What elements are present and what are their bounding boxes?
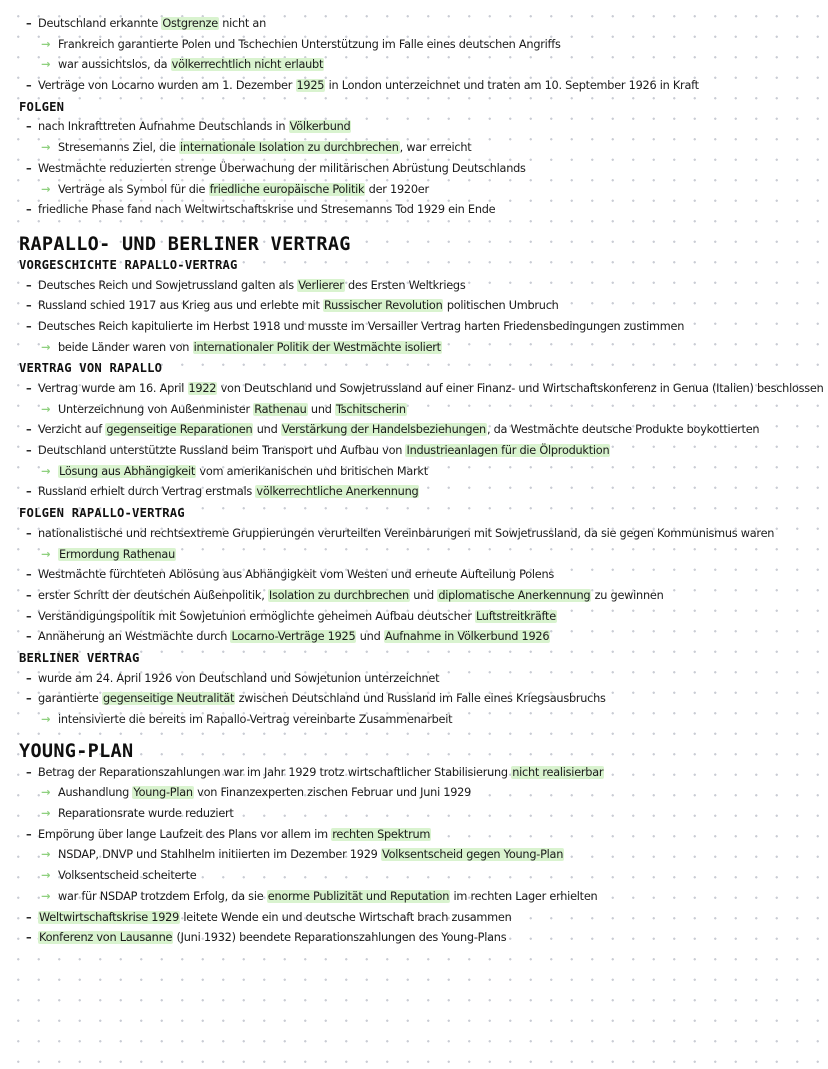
- rapallo-title: RAPALLO- UND BERLINER VERTRAG: [19, 233, 351, 255]
- arrow-right-icon: →: [41, 713, 51, 726]
- highlighted-term: völkerrechtlich nicht erlaubt: [171, 58, 324, 72]
- text-segment: Annäherung an Westmächte durch: [38, 630, 231, 644]
- text-segment: Aushandlung: [58, 786, 133, 800]
- text-segment: Verzicht auf: [38, 423, 106, 437]
- dash-icon: –: [26, 161, 32, 175]
- text-segment: Frankreich garantierte Polen und Tschechien Unterstützung im Falle eines deutschen Angriffs: [58, 37, 561, 51]
- highlighted-term: Völkerbund: [289, 120, 351, 134]
- bullet-point: [0, 441, 828, 462]
- arrow-point: [0, 845, 828, 866]
- bullet-point: [0, 14, 828, 35]
- arrow-right-icon: →: [41, 340, 51, 354]
- highlighted-term: Russischer Revolution: [324, 299, 443, 313]
- young-plan-title: YOUNG-PLAN: [19, 740, 134, 762]
- text-segment: Reparationsrate wurde reduziert: [58, 807, 234, 821]
- text-segment: von Deutschland und Sowjetrussland auf einer Finanz- und Wirtschaftskonferenz in Genua (Italien) beschlossen: [217, 382, 824, 395]
- highlighted-term: gegenseitige Reparationen: [106, 423, 253, 437]
- dash-icon: –: [26, 278, 32, 292]
- text-segment: nicht an: [218, 17, 267, 30]
- text-segment: nach Inkrafttreten Aufnahme Deutschlands in: [38, 120, 289, 134]
- dash-icon: –: [26, 120, 32, 134]
- text-segment: , da Westmächte deutsche Produkte boykottierten: [486, 423, 760, 437]
- highlighted-term: 1925: [296, 79, 325, 93]
- arrow-point: [0, 35, 828, 56]
- text-segment: , war erreicht: [399, 141, 472, 155]
- highlighted-term: Verlierer: [298, 278, 344, 292]
- bullet-point: [0, 159, 828, 180]
- highlighted-term: Volksentscheid gegen Young-Plan: [381, 848, 564, 862]
- text-segment: Vertrag wurde am 16. April: [38, 382, 188, 395]
- bullet-point: [0, 117, 828, 138]
- vorgeschichte-block: [0, 276, 828, 359]
- bullet-point: [0, 627, 828, 648]
- vertrag-von-rapallo-block: [0, 379, 828, 503]
- bullet-point: [0, 928, 828, 949]
- berliner-vertrag-heading: BERLINER VERTRAG: [19, 650, 140, 665]
- bullet-point: [0, 607, 828, 628]
- highlighted-term: Young-Plan: [133, 786, 193, 800]
- folgen-block: [0, 117, 828, 220]
- arrow-right-icon: →: [41, 547, 51, 561]
- text-segment: Russland erhielt durch Vertrag erstmals: [38, 485, 256, 499]
- text-segment: Westmächte reduzierten strenge Überwachung der militärischen Abrüstung Deutschlands: [38, 161, 526, 175]
- highlighted-term: 1922: [188, 382, 217, 395]
- text-segment: Deutsches Reich und Sowjetrussland galten als: [38, 278, 298, 292]
- bullet-point: [0, 296, 828, 317]
- vertrag-von-rapallo-heading: VERTRAG VON RAPALLO: [19, 361, 163, 376]
- bullet-point: [0, 317, 828, 338]
- arrow-right-icon: →: [41, 786, 51, 800]
- text-segment: wurde am 24. April 1926 von Deutschland und Sowjetunion unterzeichnet: [38, 671, 440, 685]
- arrow-point: [0, 138, 828, 159]
- highlighted-term: Tschitscherin: [336, 402, 406, 416]
- bullet-point: [0, 482, 828, 503]
- text-segment: politischen Umbruch: [443, 299, 559, 313]
- dash-icon: –: [26, 319, 32, 333]
- young-plan-block: [0, 763, 828, 949]
- text-segment: Westmächte fürchteten Ablösung aus Abhängigkeit vom Westen und erneute Aufteilung Polens: [38, 568, 555, 582]
- folgen-rapallo-heading: FOLGEN RAPALLO-VERTRAG: [19, 506, 185, 521]
- text-segment: (Juni 1932) beendete Reparationszahlungen des Young-Plans: [173, 931, 507, 945]
- highlighted-term: nicht realisierbar: [512, 765, 604, 779]
- text-segment: in London unterzeichnet und traten am 10. September 1926 in Kraft: [325, 79, 699, 93]
- arrow-right-icon: →: [41, 869, 51, 883]
- dash-icon: –: [26, 910, 32, 924]
- folgen-heading: FOLGEN: [19, 99, 65, 114]
- text-segment: im rechten Lager erhielten: [450, 889, 598, 903]
- text-segment: und: [409, 588, 438, 602]
- berliner-vertrag-block: [0, 669, 828, 731]
- dash-icon: –: [26, 827, 32, 841]
- dash-icon: –: [26, 931, 32, 945]
- text-segment: Verträge von Locarno wurden am 1. Dezember: [38, 79, 296, 93]
- highlighted-term: diplomatische Anerkennung: [438, 588, 591, 602]
- arrow-right-icon: →: [41, 141, 51, 155]
- arrow-right-icon: →: [41, 58, 51, 72]
- arrow-point: [0, 400, 828, 421]
- dash-icon: –: [26, 299, 32, 313]
- text-segment: war aussichtslos, da: [58, 58, 171, 72]
- highlighted-term: Ermordung Rathenau: [59, 547, 176, 561]
- arrow-point: [0, 180, 828, 201]
- text-segment: Russland schied 1917 aus Krieg aus und erlebte mit: [38, 299, 324, 313]
- highlighted-term: Weltwirtschaftskrise 1929: [39, 910, 180, 924]
- highlighted-term: Verstärkung der Handelsbeziehungen: [281, 423, 486, 437]
- arrow-right-icon: →: [41, 402, 51, 416]
- bullet-point: [0, 825, 828, 846]
- bullet-point: [0, 908, 828, 929]
- text-segment: erster Schritt der deutschen Außenpolitik,: [38, 588, 268, 602]
- arrow-point: [0, 338, 828, 359]
- highlighted-term: Lösung aus Abhängigkeit: [59, 464, 196, 478]
- text-segment: war für NSDAP trotzdem Erfolg, da sie: [58, 889, 267, 903]
- arrow-point: [0, 783, 828, 804]
- arrow-point: [0, 462, 828, 483]
- text-segment: intensivierte die bereits im Rapallo-Vertrag vereinbarte Zusammenarbeit: [58, 713, 453, 726]
- text-segment: der 1920er: [365, 182, 429, 196]
- text-segment: und: [356, 630, 384, 644]
- highlighted-term: Konferenz von Lausanne: [39, 931, 173, 945]
- text-segment: zu gewinnen: [591, 588, 664, 602]
- text-segment: des Ersten Weltkriegs: [344, 278, 466, 292]
- highlighted-term: internationale Isolation zu durchbrechen: [180, 141, 399, 155]
- dash-icon: –: [26, 692, 32, 706]
- arrow-right-icon: →: [41, 464, 51, 478]
- arrow-point: [0, 55, 828, 76]
- text-segment: Empörung über lange Laufzeit des Plans vor allem im: [38, 827, 332, 841]
- text-segment: und: [253, 423, 281, 437]
- highlighted-term: völkerrechtliche Anerkennung: [256, 485, 419, 499]
- arrow-right-icon: →: [41, 37, 51, 51]
- text-segment: garantierte: [38, 692, 102, 706]
- dash-icon: –: [26, 588, 32, 602]
- bullet-point: [0, 200, 828, 221]
- dash-icon: –: [26, 630, 32, 644]
- folgen-rapallo-block: [0, 524, 828, 648]
- dash-icon: –: [26, 444, 32, 458]
- text-segment: leitete Wende ein und deutsche Wirtschaft brach zusammen: [180, 910, 512, 924]
- dash-icon: –: [26, 568, 32, 582]
- text-segment: und: [307, 402, 335, 416]
- highlighted-term: Isolation zu durchbrechen: [268, 588, 409, 602]
- bullet-point: [0, 669, 828, 690]
- dash-icon: –: [26, 423, 32, 437]
- vorgeschichte-heading: VORGESCHICHTE RAPALLO-VERTRAG: [19, 257, 238, 272]
- dash-icon: –: [26, 203, 32, 217]
- dash-icon: –: [26, 609, 32, 623]
- text-segment: Deutschland unterstützte Russland beim Transport und Aufbau von: [38, 444, 406, 458]
- highlighted-term: Locarno-Verträge 1925: [231, 630, 356, 644]
- bullet-point: [0, 276, 828, 297]
- bullet-point: [0, 379, 828, 400]
- locarno-block: [0, 14, 828, 97]
- dash-icon: –: [26, 765, 32, 779]
- text-segment: von Finanzexperten zischen Februar und Juni 1929: [193, 786, 472, 800]
- highlighted-term: Luftstreitkräfte: [475, 609, 556, 623]
- text-segment: Betrag der Reparationszahlungen war im Jahr 1929 trotz wirtschaftlicher Stabilisierung: [38, 765, 512, 779]
- arrow-right-icon: →: [41, 889, 51, 903]
- bullet-point: [0, 586, 828, 607]
- text-segment: Volksentscheid scheiterte: [58, 869, 197, 883]
- dash-icon: –: [26, 671, 32, 685]
- arrow-right-icon: →: [41, 807, 51, 821]
- highlighted-term: Ostgrenze: [162, 17, 218, 30]
- bullet-point: [0, 524, 828, 545]
- dash-icon: –: [26, 485, 32, 499]
- highlighted-term: Aufnahme in Völkerbund 1926: [384, 630, 550, 644]
- highlighted-term: rechten Spektrum: [332, 827, 431, 841]
- text-segment: zwischen Deutschland und Russland im Falle eines Kriegsausbruchs: [235, 692, 606, 706]
- text-segment: friedliche Phase fand nach Weltwirtschaftskrise und Stresemanns Tod 1929 ein Ende: [38, 203, 496, 217]
- arrow-point: [0, 545, 828, 566]
- notes-page: [0, 14, 828, 949]
- text-segment: vom amerikanischen und britischen Markt: [196, 464, 428, 478]
- arrow-point: [0, 887, 828, 908]
- bullet-point: [0, 565, 828, 586]
- text-segment: Verträge als Symbol für die: [58, 182, 209, 196]
- text-segment: Deutschland erkannte: [38, 17, 162, 30]
- text-segment: Stresemanns Ziel, die: [58, 141, 180, 155]
- arrow-point: [0, 804, 828, 825]
- highlighted-term: internationaler Politik der Westmächte isoliert: [193, 340, 441, 354]
- text-segment: Deutsches Reich kapitulierte im Herbst 1918 und musste im Versailler Vertrag harten Friedensbedingungen zustimmen: [38, 319, 685, 333]
- dash-icon: –: [26, 17, 32, 30]
- highlighted-term: Industrieanlagen für die Ölproduktion: [406, 444, 610, 458]
- text-segment: nationalistische und rechtsextreme Gruppierungen verurteilten Vereinbarungen mit Sowjetrussland, da sie gegen Kommunismus waren: [38, 526, 775, 540]
- highlighted-term: Rathenau: [254, 402, 307, 416]
- dash-icon: –: [26, 382, 32, 395]
- text-segment: beide Länder waren von: [58, 340, 193, 354]
- arrow-right-icon: →: [41, 182, 51, 196]
- arrow-point: [0, 866, 828, 887]
- text-segment: NSDAP, DNVP und Stahlhelm initiierten im Dezember 1929: [58, 848, 381, 862]
- highlighted-term: enorme Publizität und Reputation: [267, 889, 450, 903]
- bullet-point: [0, 763, 828, 784]
- text-segment: Unterzeichnung von Außenminister: [58, 402, 254, 416]
- arrow-point: [0, 710, 828, 731]
- arrow-right-icon: →: [41, 848, 51, 862]
- bullet-point: [0, 76, 828, 97]
- text-segment: Verständigungspolitik mit Sowjetunion ermöglichte geheimen Aufbau deutscher: [38, 609, 475, 623]
- dash-icon: –: [26, 526, 32, 540]
- bullet-point: [0, 689, 828, 710]
- dash-icon: –: [26, 79, 32, 93]
- highlighted-term: friedliche europäische Politik: [209, 182, 365, 196]
- bullet-point: [0, 420, 828, 441]
- highlighted-term: gegenseitige Neutralität: [102, 692, 235, 706]
